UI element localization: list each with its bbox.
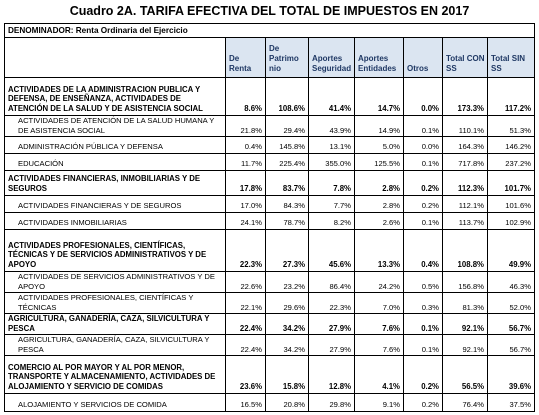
header-row [5,38,534,78]
value-cell: 108.6% [265,78,308,115]
table-row [5,154,534,171]
tax-rate-table [4,23,535,412]
value-cell: 0.0% [403,78,442,115]
value-cell: 13.1% [308,137,354,153]
table-row [5,213,534,230]
value-cell: 7.6% [354,314,403,335]
value-cell: 0.2% [403,394,442,411]
value-cell: 0.2% [403,356,442,393]
value-cell: 22.6% [225,272,265,293]
value-cell: 17.0% [225,196,265,212]
table-row [5,116,534,137]
header-cell: De Patrimo nio [265,38,308,77]
table-title: Cuadro 2A. TARIFA EFECTIVA DEL TOTAL DE IMPUESTOS EN 2017 [69,4,470,18]
value-cell: 34.2% [265,335,308,356]
value-cell: 23.6% [225,356,265,393]
value-cell: 22.4% [225,314,265,335]
value-cell: 49.9% [487,230,534,271]
value-cell: 0.1% [403,314,442,335]
value-cell: 0.5% [403,272,442,293]
row-label: ACTIVIDADES PROFESIONALES, CIENTÍFICAS Y TÉCNICAS [18,293,194,312]
value-cell: 22.1% [225,293,265,314]
value-cell: 0.2% [403,171,442,195]
header-cell: Total SIN SS [487,38,534,77]
value-cell: 112.1% [442,196,487,212]
value-cell: 113.7% [442,213,487,229]
row-label: ACTIVIDADES FINANCIERAS, INMOBILIARIAS Y DE SEGUROS [8,174,201,193]
value-cell: 15.8% [265,356,308,393]
value-cell: 56.7% [487,335,534,356]
value-cell: 45.6% [308,230,354,271]
table-row [5,171,534,196]
value-cell: 13.3% [354,230,403,271]
value-cell: 173.3% [442,78,487,115]
value-cell: 37.5% [487,394,534,411]
value-cell: 0.2% [403,196,442,212]
value-cell: 86.4% [308,272,354,293]
value-cell: 4.1% [354,356,403,393]
value-cell: 8.6% [225,78,265,115]
value-cell: 0.4% [225,137,265,153]
value-cell: 5.0% [354,137,403,153]
value-cell: 39.6% [487,356,534,393]
row-label: ACTIVIDADES DE LA ADMINISTRACION PUBLICA Y DEFENSA, DE ENSEÑANZA, ACTIVIDADES DE ATENCIÓN DE LA SALUD Y DE ASISTENCIA SOCIAL [8,84,203,113]
value-cell: 22.3% [225,230,265,271]
row-label: ADMINISTRACIÓN PÚBLICA Y DEFENSA [18,141,163,151]
row-label: COMERCIO AL POR MAYOR Y AL POR MENOR, TRANSPORTE Y ALMACENAMIENTO, ACTIVIDADES DE ALOJAMIENTO Y SERVICIO DE COMIDAS [8,362,216,391]
value-cell: 29.4% [265,116,308,137]
value-cell: 101.7% [487,171,534,195]
value-cell: 102.9% [487,213,534,229]
value-cell: 56.5% [442,356,487,393]
value-cell: 0.1% [403,213,442,229]
value-cell: 0.4% [403,230,442,271]
value-cell: 81.3% [442,293,487,314]
value-cell: 51.3% [487,116,534,137]
value-cell: 145.8% [265,137,308,153]
table-body [5,78,534,411]
value-cell: 22.4% [225,335,265,356]
value-cell: 52.0% [487,293,534,314]
value-cell: 110.1% [442,116,487,137]
value-cell: 34.2% [265,314,308,335]
table-row [5,196,534,213]
value-cell: 112.3% [442,171,487,195]
header-cell: Aportes Seguridad [308,38,354,77]
table-row [5,230,534,272]
value-cell: 27.3% [265,230,308,271]
row-label: ALOJAMIENTO Y SERVICIOS DE COMIDA [18,399,167,409]
value-cell: 355.0% [308,154,354,170]
value-cell: 78.7% [265,213,308,229]
value-cell: 12.8% [308,356,354,393]
value-cell: 101.6% [487,196,534,212]
value-cell: 125.5% [354,154,403,170]
value-cell: 29.8% [308,394,354,411]
value-cell: 117.2% [487,78,534,115]
value-cell: 27.9% [308,335,354,356]
value-cell: 56.7% [487,314,534,335]
table-row [5,272,534,293]
header-cell: Otros [403,38,442,77]
value-cell: 717.8% [442,154,487,170]
row-label: ACTIVIDADES FINANCIERAS Y DE SEGUROS [18,200,182,210]
value-cell: 0.0% [403,137,442,153]
value-cell: 225.4% [265,154,308,170]
value-cell: 2.6% [354,213,403,229]
table-row [5,394,534,411]
table-row [5,314,534,335]
value-cell: 2.8% [354,196,403,212]
value-cell: 7.7% [308,196,354,212]
value-cell: 2.8% [354,171,403,195]
value-cell: 23.2% [265,272,308,293]
row-label: ACTIVIDADES DE ATENCIÓN DE LA SALUD HUMANA Y DE ASISTENCIA SOCIAL [18,116,215,135]
value-cell: 156.8% [442,272,487,293]
value-cell: 92.1% [442,335,487,356]
header-cell [5,38,225,77]
table-row [5,293,534,314]
value-cell: 9.1% [354,394,403,411]
table-row [5,356,534,394]
value-cell: 41.4% [308,78,354,115]
row-label: ACTIVIDADES DE SERVICIOS ADMINISTRATIVOS Y DE APOYO [18,272,215,291]
value-cell: 8.2% [308,213,354,229]
value-cell: 27.9% [308,314,354,335]
row-label: ACTIVIDADES INMOBILIARIAS [18,217,127,227]
row-label: AGRICULTURA, GANADERÍA, CAZA, SILVICULTURA Y PESCA [18,335,210,354]
table-row [5,335,534,356]
value-cell: 7.6% [354,335,403,356]
value-cell: 20.8% [265,394,308,411]
row-label: AGRICULTURA, GANADERÍA, CAZA, SILVICULTURA Y PESCA [8,314,210,333]
value-cell: 92.1% [442,314,487,335]
value-cell: 84.3% [265,196,308,212]
value-cell: 22.3% [308,293,354,314]
table-row [5,78,534,116]
value-cell: 24.2% [354,272,403,293]
denominator-label: DENOMINADOR: Renta Ordinaria del Ejercicio [5,24,534,38]
value-cell: 237.2% [487,154,534,170]
value-cell: 0.1% [403,335,442,356]
value-cell: 17.8% [225,171,265,195]
row-label: EDUCACIÓN [18,158,64,168]
row-label: ACTIVIDADES PROFESIONALES, CIENTÍFICAS, TÉCNICAS Y DE SERVICIOS ADMINISTRATIVOS Y DE APOYO [8,240,207,269]
value-cell: 0.1% [403,116,442,137]
value-cell: 11.7% [225,154,265,170]
value-cell: 7.0% [354,293,403,314]
value-cell: 83.7% [265,171,308,195]
value-cell: 0.1% [403,154,442,170]
value-cell: 29.6% [265,293,308,314]
header-cell: Total CON SS [442,38,487,77]
value-cell: 108.8% [442,230,487,271]
value-cell: 0.3% [403,293,442,314]
value-cell: 14.7% [354,78,403,115]
value-cell: 146.2% [487,137,534,153]
value-cell: 46.3% [487,272,534,293]
header-cell: De Renta [225,38,265,77]
value-cell: 7.8% [308,171,354,195]
value-cell: 43.9% [308,116,354,137]
value-cell: 14.9% [354,116,403,137]
header-cell: Aportes Entidades [354,38,403,77]
value-cell: 24.1% [225,213,265,229]
value-cell: 16.5% [225,394,265,411]
value-cell: 21.8% [225,116,265,137]
value-cell: 164.3% [442,137,487,153]
value-cell: 76.4% [442,394,487,411]
table-row [5,137,534,154]
